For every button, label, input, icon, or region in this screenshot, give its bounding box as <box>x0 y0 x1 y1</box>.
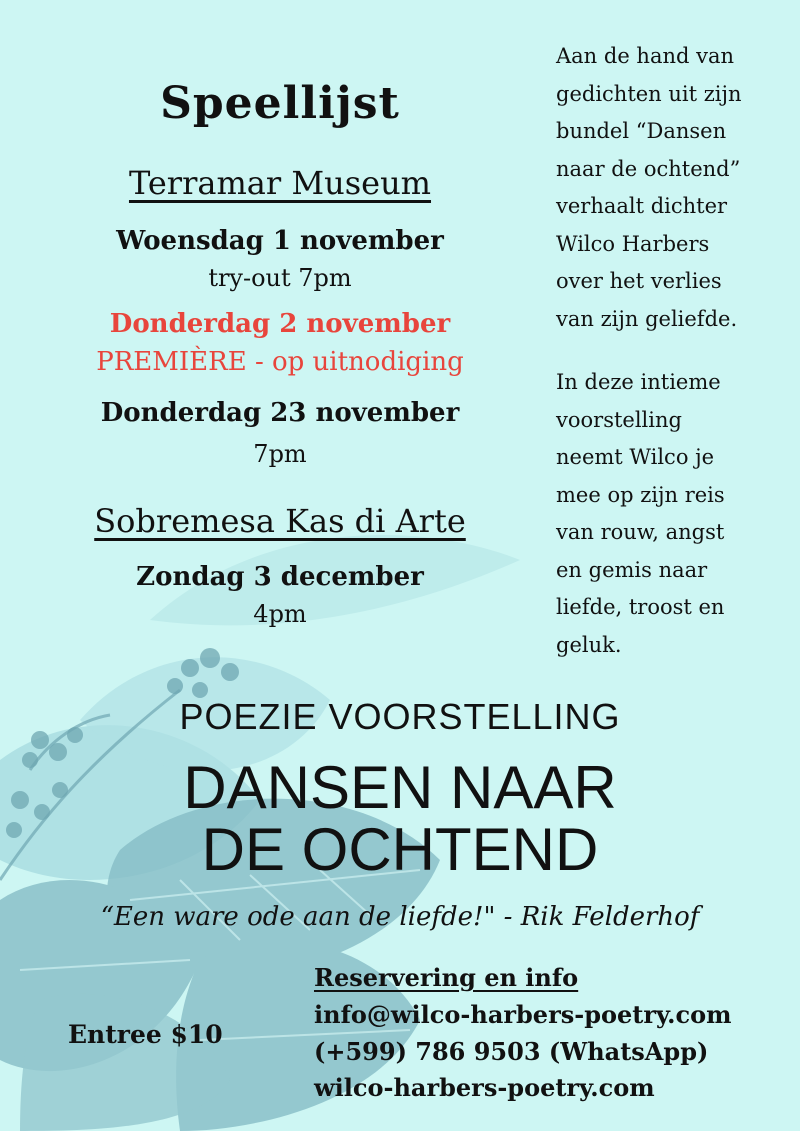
description-line: naar de ochtend” <box>556 156 741 181</box>
description-line: liefde, troost en <box>556 595 725 619</box>
contact-email[interactable]: info@wilco-harbers-poetry.com <box>314 1000 732 1029</box>
description-line: Aan de hand van <box>556 44 735 68</box>
contact-website[interactable]: wilco-harbers-poetry.com <box>314 1073 655 1102</box>
venue-sobremesa: Sobremesa Kas di Arte <box>94 502 466 540</box>
date-2: Donderdag 2 november <box>109 309 451 339</box>
show-subtitle: POEZIE VOORSTELLING <box>179 696 621 737</box>
description-line: Wilco Harbers <box>556 231 710 256</box>
review-quote: “Een ware ode aan de liefde!" - Rik Felderhof <box>100 902 700 932</box>
date-1: Woensdag 1 november <box>116 226 444 256</box>
time-3: 7pm <box>253 440 307 468</box>
description-line: voorstelling <box>556 407 682 432</box>
description-line: verhaalt dichter <box>556 194 728 218</box>
description-line: en gemis naar <box>556 557 708 582</box>
description-line: mee op zijn reis <box>556 482 725 507</box>
description-line: In deze intieme <box>556 370 721 394</box>
premiere-note: PREMIÈRE - op uitnodiging <box>96 347 464 377</box>
description-paragraph-1 <box>556 38 786 338</box>
show-title-line-2: DE OCHTEND <box>201 816 599 883</box>
time-4: 4pm <box>253 600 307 628</box>
description-line: over het verlies <box>556 269 722 293</box>
show-title-line-1: DANSEN NAAR <box>183 754 617 821</box>
description-line: geluk. <box>556 632 622 657</box>
date-3: Donderdag 23 november <box>100 398 460 428</box>
entry-price: Entree $10 <box>68 1020 223 1049</box>
description-line: bundel “Dansen <box>556 119 727 143</box>
description-paragraph-2 <box>556 364 786 664</box>
time-1: try-out 7pm <box>208 264 352 292</box>
description-line: van rouw, angst <box>556 520 725 544</box>
venue-terramar: Terramar Museum <box>128 164 432 202</box>
date-4: Zondag 3 december <box>136 562 424 592</box>
reservation-heading: Reservering en info <box>314 963 579 992</box>
contact-phone[interactable]: (+599) 786 9503 (WhatsApp) <box>314 1037 709 1066</box>
playlist-title: Speellijst <box>160 78 400 129</box>
description-line: neemt Wilco je <box>556 445 715 469</box>
description-line: van zijn geliefde. <box>556 306 738 331</box>
description-line: gedichten uit zijn <box>556 81 742 106</box>
